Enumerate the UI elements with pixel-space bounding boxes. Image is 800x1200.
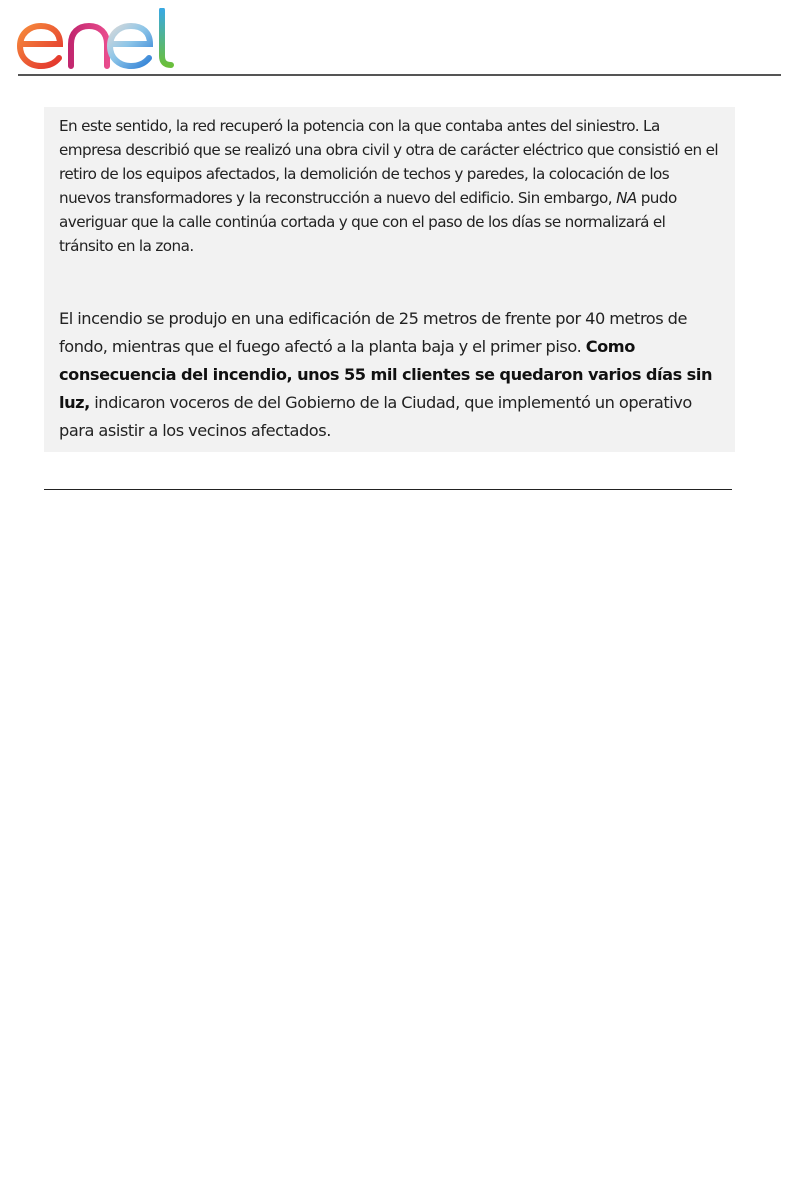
paragraph-2-bold-highlight: Como consecuencia del incendio, unos 55 mil clientes se quedaron varios días sin luz, (59, 337, 713, 412)
article-paragraph-2 (59, 305, 720, 445)
header-divider (18, 74, 781, 76)
paragraph-1-text-end: pudo averiguar que la calle continúa cortada y que con el paso de los días se normalizará el tránsito en la zona. (59, 189, 677, 255)
enel-logo[interactable] (16, 8, 180, 70)
logo-letter-e-second (110, 26, 150, 66)
paragraph-1-text-start: En este sentido, la red recuperó la potencia con la que contaba antes del siniestro. La empresa describió que se realizó una obra civil y otra de carácter eléctrico que consistió en el retiro de los equipos afectados, la demolición de techos y paredes, la colocación de los nuevos transformadores y la reconstrucción a nuevo del edificio. Sin embargo, (59, 117, 719, 207)
logo-letter-e (20, 26, 60, 66)
article-body (44, 107, 735, 452)
logo-letter-n (71, 26, 107, 66)
paragraph-2-text-end: indicaron voceros de del Gobierno de la Ciudad, que implementó un operativo para asistir a los vecinos afectados. (59, 393, 692, 440)
paragraph-2-text-start: El incendio se produjo en una edificación de 25 metros de frente por 40 metros de fondo, mientras que el fuego afectó a la planta baja y el primer piso. (59, 309, 687, 356)
logo-letter-l (162, 10, 171, 65)
content-divider (44, 489, 732, 490)
paragraph-1-italic-source: NA (616, 189, 637, 207)
page-header (0, 0, 800, 76)
article-paragraph-1 (59, 114, 720, 258)
